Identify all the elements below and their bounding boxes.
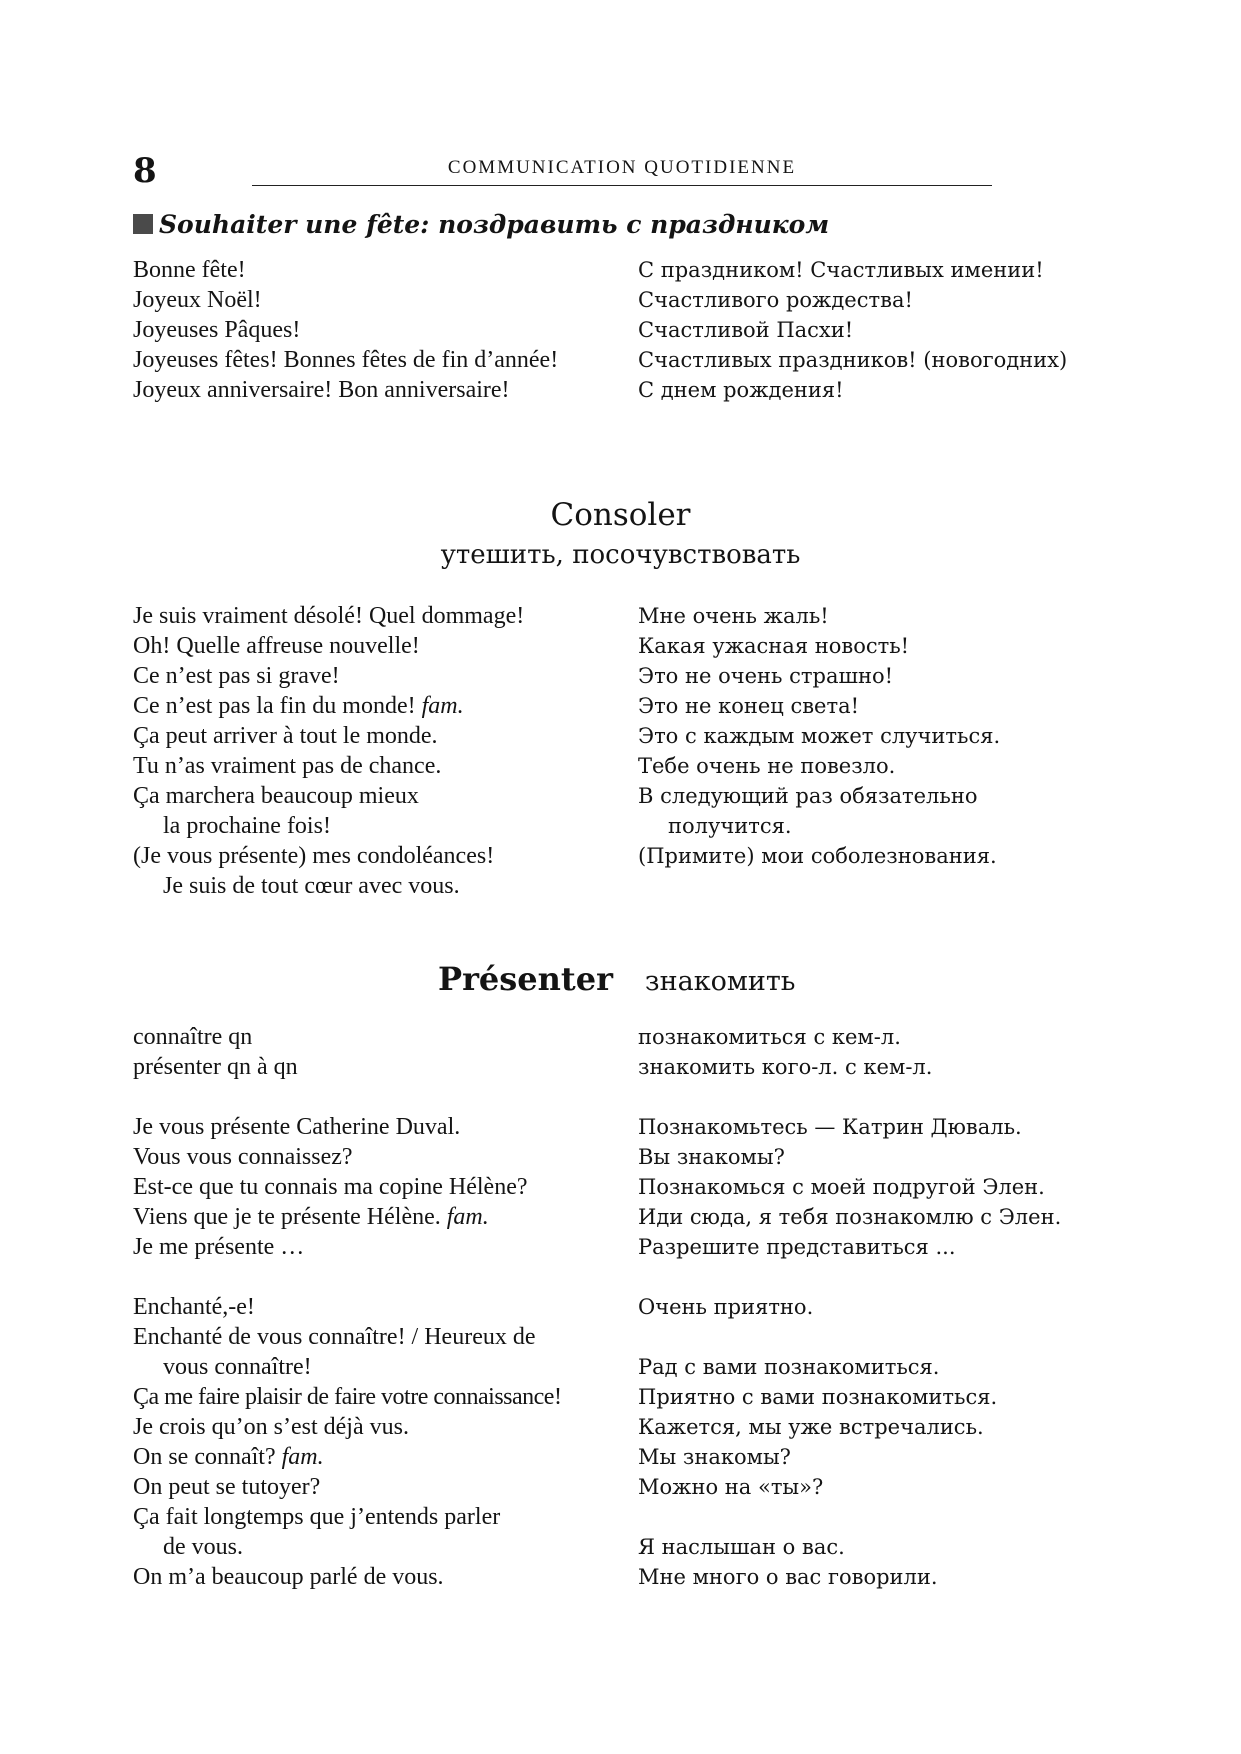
russian-translation: В следующий раз обязательно [638, 784, 978, 808]
phrase-row [0, 285, 1241, 315]
russian-translation: (Примите) мои соболезнования. [638, 844, 997, 868]
russian-translation: Тебе очень не повезло. [638, 754, 896, 778]
phrase-row [0, 1292, 1241, 1322]
section-title-presenter: Présenter [438, 960, 613, 998]
french-phrase: Bonne fête! [133, 257, 246, 283]
russian-translation: Мне много о вас говорили. [638, 1565, 938, 1589]
french-phrase: Je crois qu’on s’est déjà vus. [133, 1414, 409, 1440]
running-head: COMMUNICATION QUOTIDIENNE [447, 157, 797, 178]
phrase-row [0, 375, 1241, 405]
russian-translation: получится. [668, 814, 792, 838]
section-title-consoler: Consoler [550, 497, 691, 533]
russian-translation: Какая ужасная новость! [638, 634, 910, 658]
russian-translation: С днем рождения! [638, 378, 844, 402]
russian-translation: Разрешите представиться ... [638, 1235, 956, 1259]
russian-translation: Это не конец света! [638, 694, 860, 718]
russian-translation: знакомить кого-л. с кем-л. [638, 1055, 933, 1079]
french-phrase: Enchanté de vous connaître! / Heureux de [133, 1324, 536, 1350]
french-phrase-text: On se connaît? [133, 1444, 276, 1470]
group-spacer [0, 1262, 1241, 1292]
phrase-row [0, 811, 1241, 841]
phrase-row [0, 1472, 1241, 1502]
russian-translation: Вы знакомы? [638, 1145, 785, 1169]
phrase-row [0, 691, 1241, 721]
russian-translation: Счастливых праздников! (новогодних) [638, 348, 1068, 372]
russian-translation: Это не очень страшно! [638, 664, 894, 688]
russian-translation: Это с каждым может случиться. [638, 724, 1001, 748]
russian-translation: Я наслышан о вас. [638, 1535, 845, 1559]
phrase-row [0, 1382, 1241, 1412]
phrase-row [0, 315, 1241, 345]
russian-translation: познакомиться с кем-л. [638, 1025, 901, 1049]
phrase-row [0, 1112, 1241, 1142]
phrase-row [0, 871, 1241, 901]
french-phrase: Ça peut arriver à tout le monde. [133, 723, 438, 749]
french-phrase: Vous vous connaissez? [133, 1144, 353, 1170]
phrase-row [0, 661, 1241, 691]
french-phrase-text: Viens que je te présente Hélène. [133, 1204, 441, 1230]
russian-translation: Счастливой Пасхи! [638, 318, 854, 342]
phrase-row [0, 721, 1241, 751]
group-spacer [0, 1082, 1241, 1112]
french-phrase: Oh! Quelle affreuse nouvelle! [133, 633, 420, 659]
french-phrase: Ça fait longtemps que j’entends parler [133, 1504, 501, 1530]
french-phrase: vous connaître! [163, 1354, 312, 1380]
french-phrase: On peut se tutoyer? [133, 1474, 321, 1500]
phrase-row [0, 751, 1241, 781]
russian-translation: Счастливого рождества! [638, 288, 913, 312]
french-phrase: Ce n’est pas si grave! [133, 663, 340, 689]
french-phrase: Je suis de tout cœur avec vous. [163, 873, 460, 899]
phrase-list-souhaiter [0, 255, 1241, 405]
french-phrase: Ça me faire plaisir de faire votre connaissance! [133, 1384, 562, 1410]
square-bullet-icon [133, 214, 153, 234]
french-phrase: Ça marchera beaucoup mieux [133, 783, 419, 809]
header-rule [252, 185, 992, 186]
phrase-row [0, 1322, 1241, 1352]
french-phrase: présenter qn à qn [133, 1054, 298, 1080]
french-phrase: On m’a beaucoup parlé de vous. [133, 1564, 444, 1590]
section-subtitle-consoler: утешить, посочувствовать [440, 540, 801, 570]
french-phrase: connaître qn [133, 1024, 253, 1050]
phrase-row [0, 1052, 1241, 1082]
phrase-row [0, 631, 1241, 661]
phrase-row [0, 1232, 1241, 1262]
french-phrase: (Je vous présente) mes condoléances! [133, 843, 495, 869]
phrase-row [0, 345, 1241, 375]
phrase-row [0, 1202, 1241, 1232]
phrase-list-consoler [0, 601, 1241, 901]
russian-translation: Мне очень жаль! [638, 604, 829, 628]
phrase-row [0, 781, 1241, 811]
phrase-row [0, 1502, 1241, 1532]
russian-translation: Очень приятно. [638, 1295, 814, 1319]
phrase-row [0, 1562, 1241, 1592]
french-phrase: Est-ce que tu connais ma copine Hélène? [133, 1174, 528, 1200]
register-note: fam. [421, 693, 464, 719]
russian-translation: С праздником! Счастливых имении! [638, 258, 1044, 282]
french-phrase-text: Ce n’est pas la fin du monde! [133, 693, 416, 719]
section-heading-presenter [438, 960, 796, 998]
phrase-row [0, 1532, 1241, 1562]
register-note: fam. [281, 1444, 324, 1470]
french-phrase: Joyeux Noël! [133, 287, 262, 313]
phrase-row [0, 1442, 1241, 1472]
register-note: fam. [446, 1204, 489, 1230]
russian-translation: Мы знакомы? [638, 1445, 791, 1469]
phrase-row [0, 601, 1241, 631]
page-number: 8 [133, 151, 157, 191]
phrase-row [0, 841, 1241, 871]
russian-translation: Можно на «ты»? [638, 1475, 824, 1499]
section-heading-text: Souhaiter une fête: поздравить с праздником [159, 210, 830, 239]
french-phrase: de vous. [163, 1534, 243, 1560]
french-phrase: Je me présente … [133, 1234, 305, 1260]
phrase-row [0, 1412, 1241, 1442]
phrase-row [0, 1352, 1241, 1382]
phrase-row [0, 1142, 1241, 1172]
french-phrase: Enchanté,-e! [133, 1294, 255, 1320]
section-subtitle-presenter: знакомить [644, 966, 796, 997]
russian-translation: Приятно с вами познакомиться. [638, 1385, 998, 1409]
russian-translation: Познакомьтесь — Катрин Дюваль. [638, 1115, 1022, 1139]
phrase-list-presenter [0, 1022, 1241, 1592]
french-phrase: la prochaine fois! [163, 813, 331, 839]
russian-translation: Кажется, мы уже встречались. [638, 1415, 984, 1439]
russian-translation: Иди сюда, я тебя познакомлю с Элен. [638, 1205, 1062, 1229]
french-phrase: Je vous présente Catherine Duval. [133, 1114, 461, 1140]
phrase-row [0, 1172, 1241, 1202]
phrase-row [0, 255, 1241, 285]
french-phrase [133, 1202, 489, 1232]
french-phrase: Joyeux anniversaire! Bon anniversaire! [133, 377, 510, 403]
french-phrase: Je suis vraiment désolé! Quel dommage! [133, 603, 525, 629]
russian-translation: Рад с вами познакомиться. [638, 1355, 940, 1379]
french-phrase [133, 691, 464, 721]
french-phrase: Joyeuses Pâques! [133, 317, 301, 343]
french-phrase [133, 1442, 324, 1472]
french-phrase: Joyeuses fêtes! Bonnes fêtes de fin d’année! [133, 347, 559, 373]
russian-translation: Познакомься с моей подругой Элен. [638, 1175, 1045, 1199]
french-phrase: Tu n’as vraiment pas de chance. [133, 753, 442, 779]
phrase-row [0, 1022, 1241, 1052]
section-heading-souhaiter [133, 212, 829, 237]
